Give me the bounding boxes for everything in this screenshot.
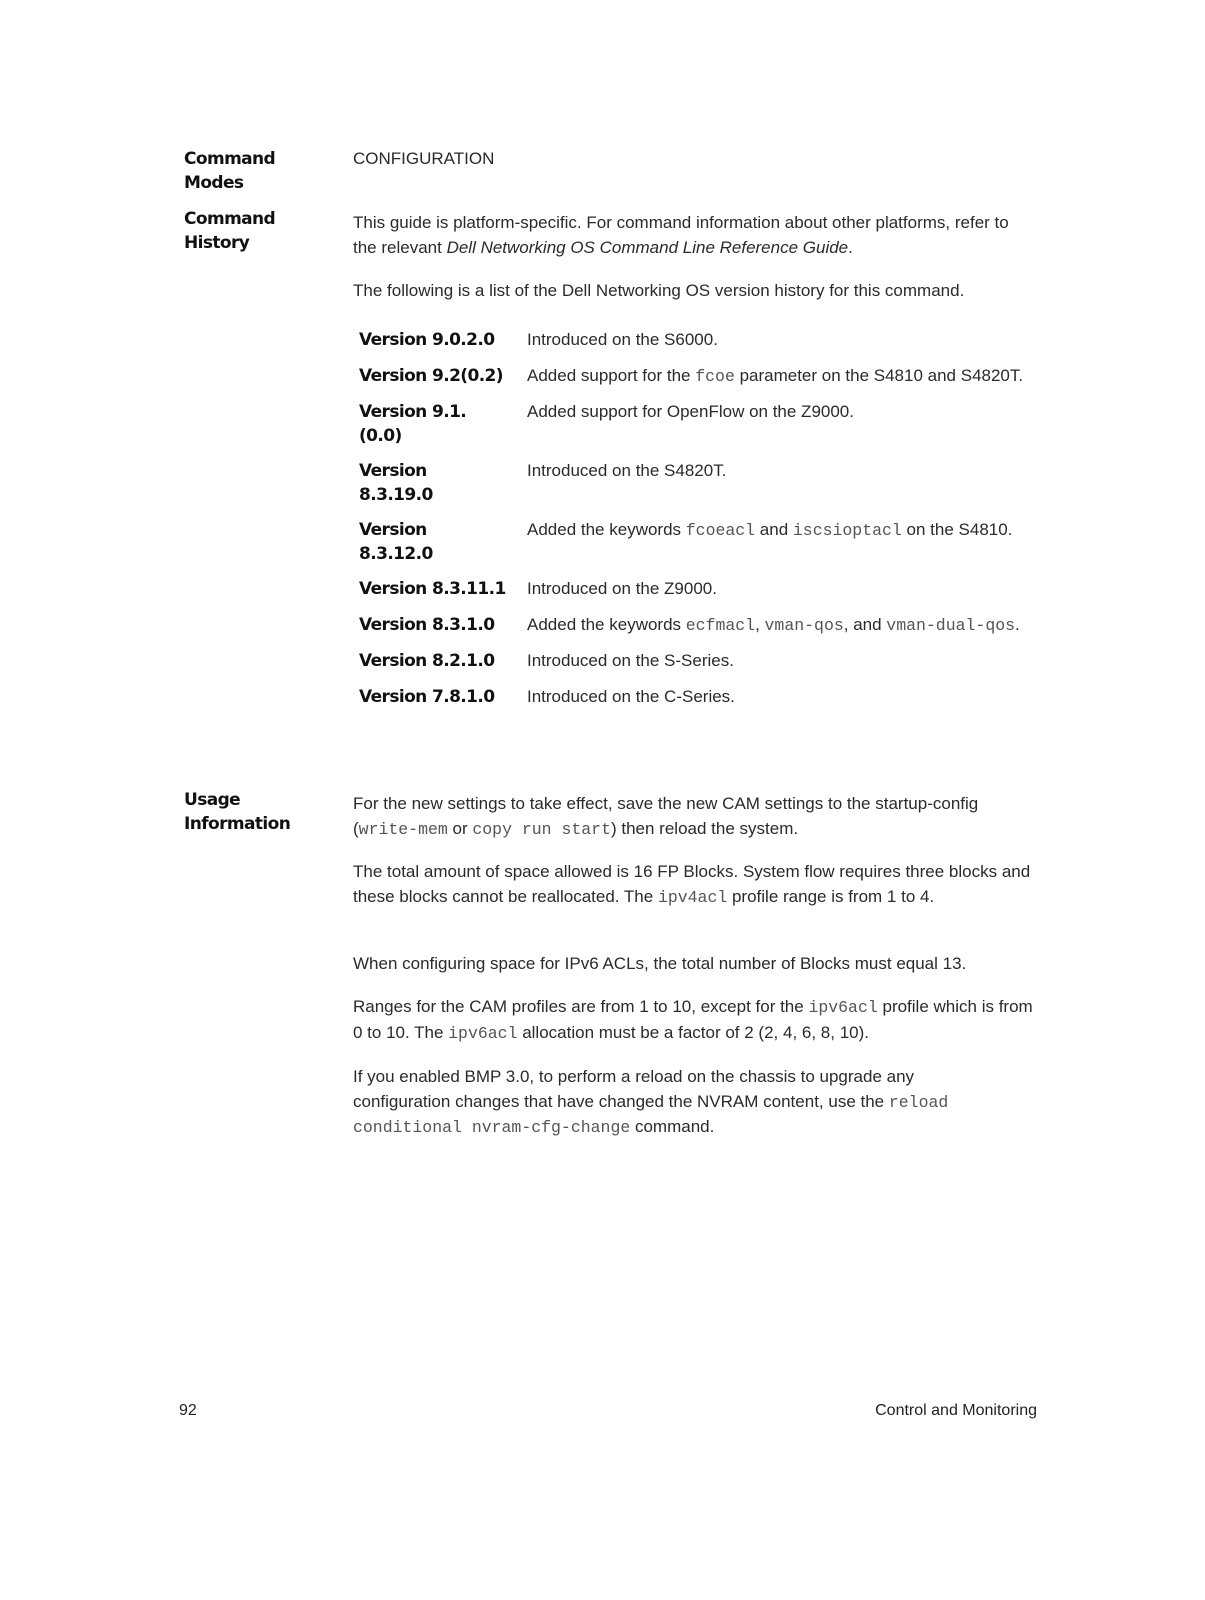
code-keyword: ipv6acl xyxy=(808,998,878,1017)
code-keyword: fcoe xyxy=(695,366,735,386)
history-row xyxy=(359,577,1049,602)
command-modes-value: CONFIGURATION xyxy=(353,149,495,168)
history-row xyxy=(359,613,1049,639)
usage-paragraph-2: The total amount of space allowed is 16 FP Blocks. System flow requires three blocks and these blocks cannot be reallocated. The ipv4acl profile range is from 1 to 4. xyxy=(353,862,1031,907)
history-list-intro: The following is a list of the Dell Networking OS version history for this command. xyxy=(353,281,965,300)
description-cell: Introduced on the S-Series. xyxy=(527,651,734,670)
version-cell: Version 9.2(0.2) xyxy=(359,365,503,386)
code-keyword: vman-dual-qos xyxy=(886,615,1016,635)
usage-paragraph-3: When configuring space for IPv6 ACLs, the total number of Blocks must equal 13. xyxy=(353,954,967,973)
history-row xyxy=(359,459,1049,507)
description-cell: Added the keywords ecfmacl, vman-qos, and vman-dual-qos. xyxy=(527,614,1020,635)
usage-information-label: Usage Information xyxy=(184,790,291,834)
description-cell: Introduced on the S6000. xyxy=(527,330,718,349)
code-keyword: ipv4acl xyxy=(657,887,728,907)
version-cell: Version 8.3.12.0 xyxy=(359,520,433,564)
description-cell: Introduced on the S4820T. xyxy=(527,461,727,480)
history-intro-paragraph: This guide is platform-specific. For command information about other platforms, refer to the relevant Dell Networking OS Command Line Reference Guide. xyxy=(353,213,1009,257)
description-cell: Introduced on the Z9000. xyxy=(527,579,717,598)
version-cell: Version 8.3.11.1 xyxy=(359,579,506,599)
history-row xyxy=(359,328,1049,353)
usage-paragraph-5: If you enabled BMP 3.0, to perform a reload on the chassis to upgrade any configuration changes that have changed the NVRAM content, use the reload conditional nvram-cfg-change command. xyxy=(353,1067,949,1137)
description-cell: Added the keywords fcoeacl and iscsioptacl on the S4810. xyxy=(527,520,1013,540)
history-row xyxy=(359,649,1049,674)
history-row xyxy=(359,518,1049,566)
code-keyword: copy run start xyxy=(472,819,611,839)
code-keyword: fcoeacl xyxy=(685,521,756,540)
code-keyword: write-mem xyxy=(358,819,448,839)
version-cell: Version 9.1. (0.0) xyxy=(359,402,467,446)
reference-guide-title: Dell Networking OS Command Line Reference Guide xyxy=(446,237,849,257)
version-cell: Version 9.0.2.0 xyxy=(359,330,495,350)
code-keyword: ecfmacl xyxy=(685,615,756,635)
history-row xyxy=(359,685,1049,710)
version-cell: Version 8.2.1.0 xyxy=(359,651,495,671)
code-keyword: iscsioptacl xyxy=(792,521,902,540)
chapter-title: Control and Monitoring xyxy=(875,1402,1037,1419)
description-cell: Added support for the fcoe parameter on the S4810 and S4820T. xyxy=(527,365,1024,386)
version-cell: Version 8.3.19.0 xyxy=(359,461,433,505)
usage-paragraph-4: Ranges for the CAM profiles are from 1 to 10, except for the ipv6acl profile which is from 0 to 10. The ipv6acl allocation must be a factor of 2 (2, 4, 6, 8, 10). xyxy=(353,997,1033,1043)
description-cell: Added support for OpenFlow on the Z9000. xyxy=(527,402,854,421)
command-modes-label: Command Modes xyxy=(184,149,276,193)
history-row xyxy=(359,400,1049,448)
code-keyword: vman-qos xyxy=(764,615,844,635)
command-history-label: Command History xyxy=(184,209,276,253)
code-keyword: reload conditional nvram-cfg-change xyxy=(353,1092,949,1137)
version-cell: Version 7.8.1.0 xyxy=(359,686,495,707)
usage-paragraph-1: For the new settings to take effect, save the new CAM settings to the startup-config (write-mem or copy run start) then reload the system. xyxy=(353,794,979,839)
description-cell: Introduced on the C-Series. xyxy=(527,686,735,706)
version-cell: Version 8.3.1.0 xyxy=(359,614,495,635)
page-number: 92 xyxy=(179,1402,197,1419)
version-history-table xyxy=(359,328,1049,720)
history-row xyxy=(359,364,1049,390)
code-keyword: ipv6acl xyxy=(448,1023,518,1043)
